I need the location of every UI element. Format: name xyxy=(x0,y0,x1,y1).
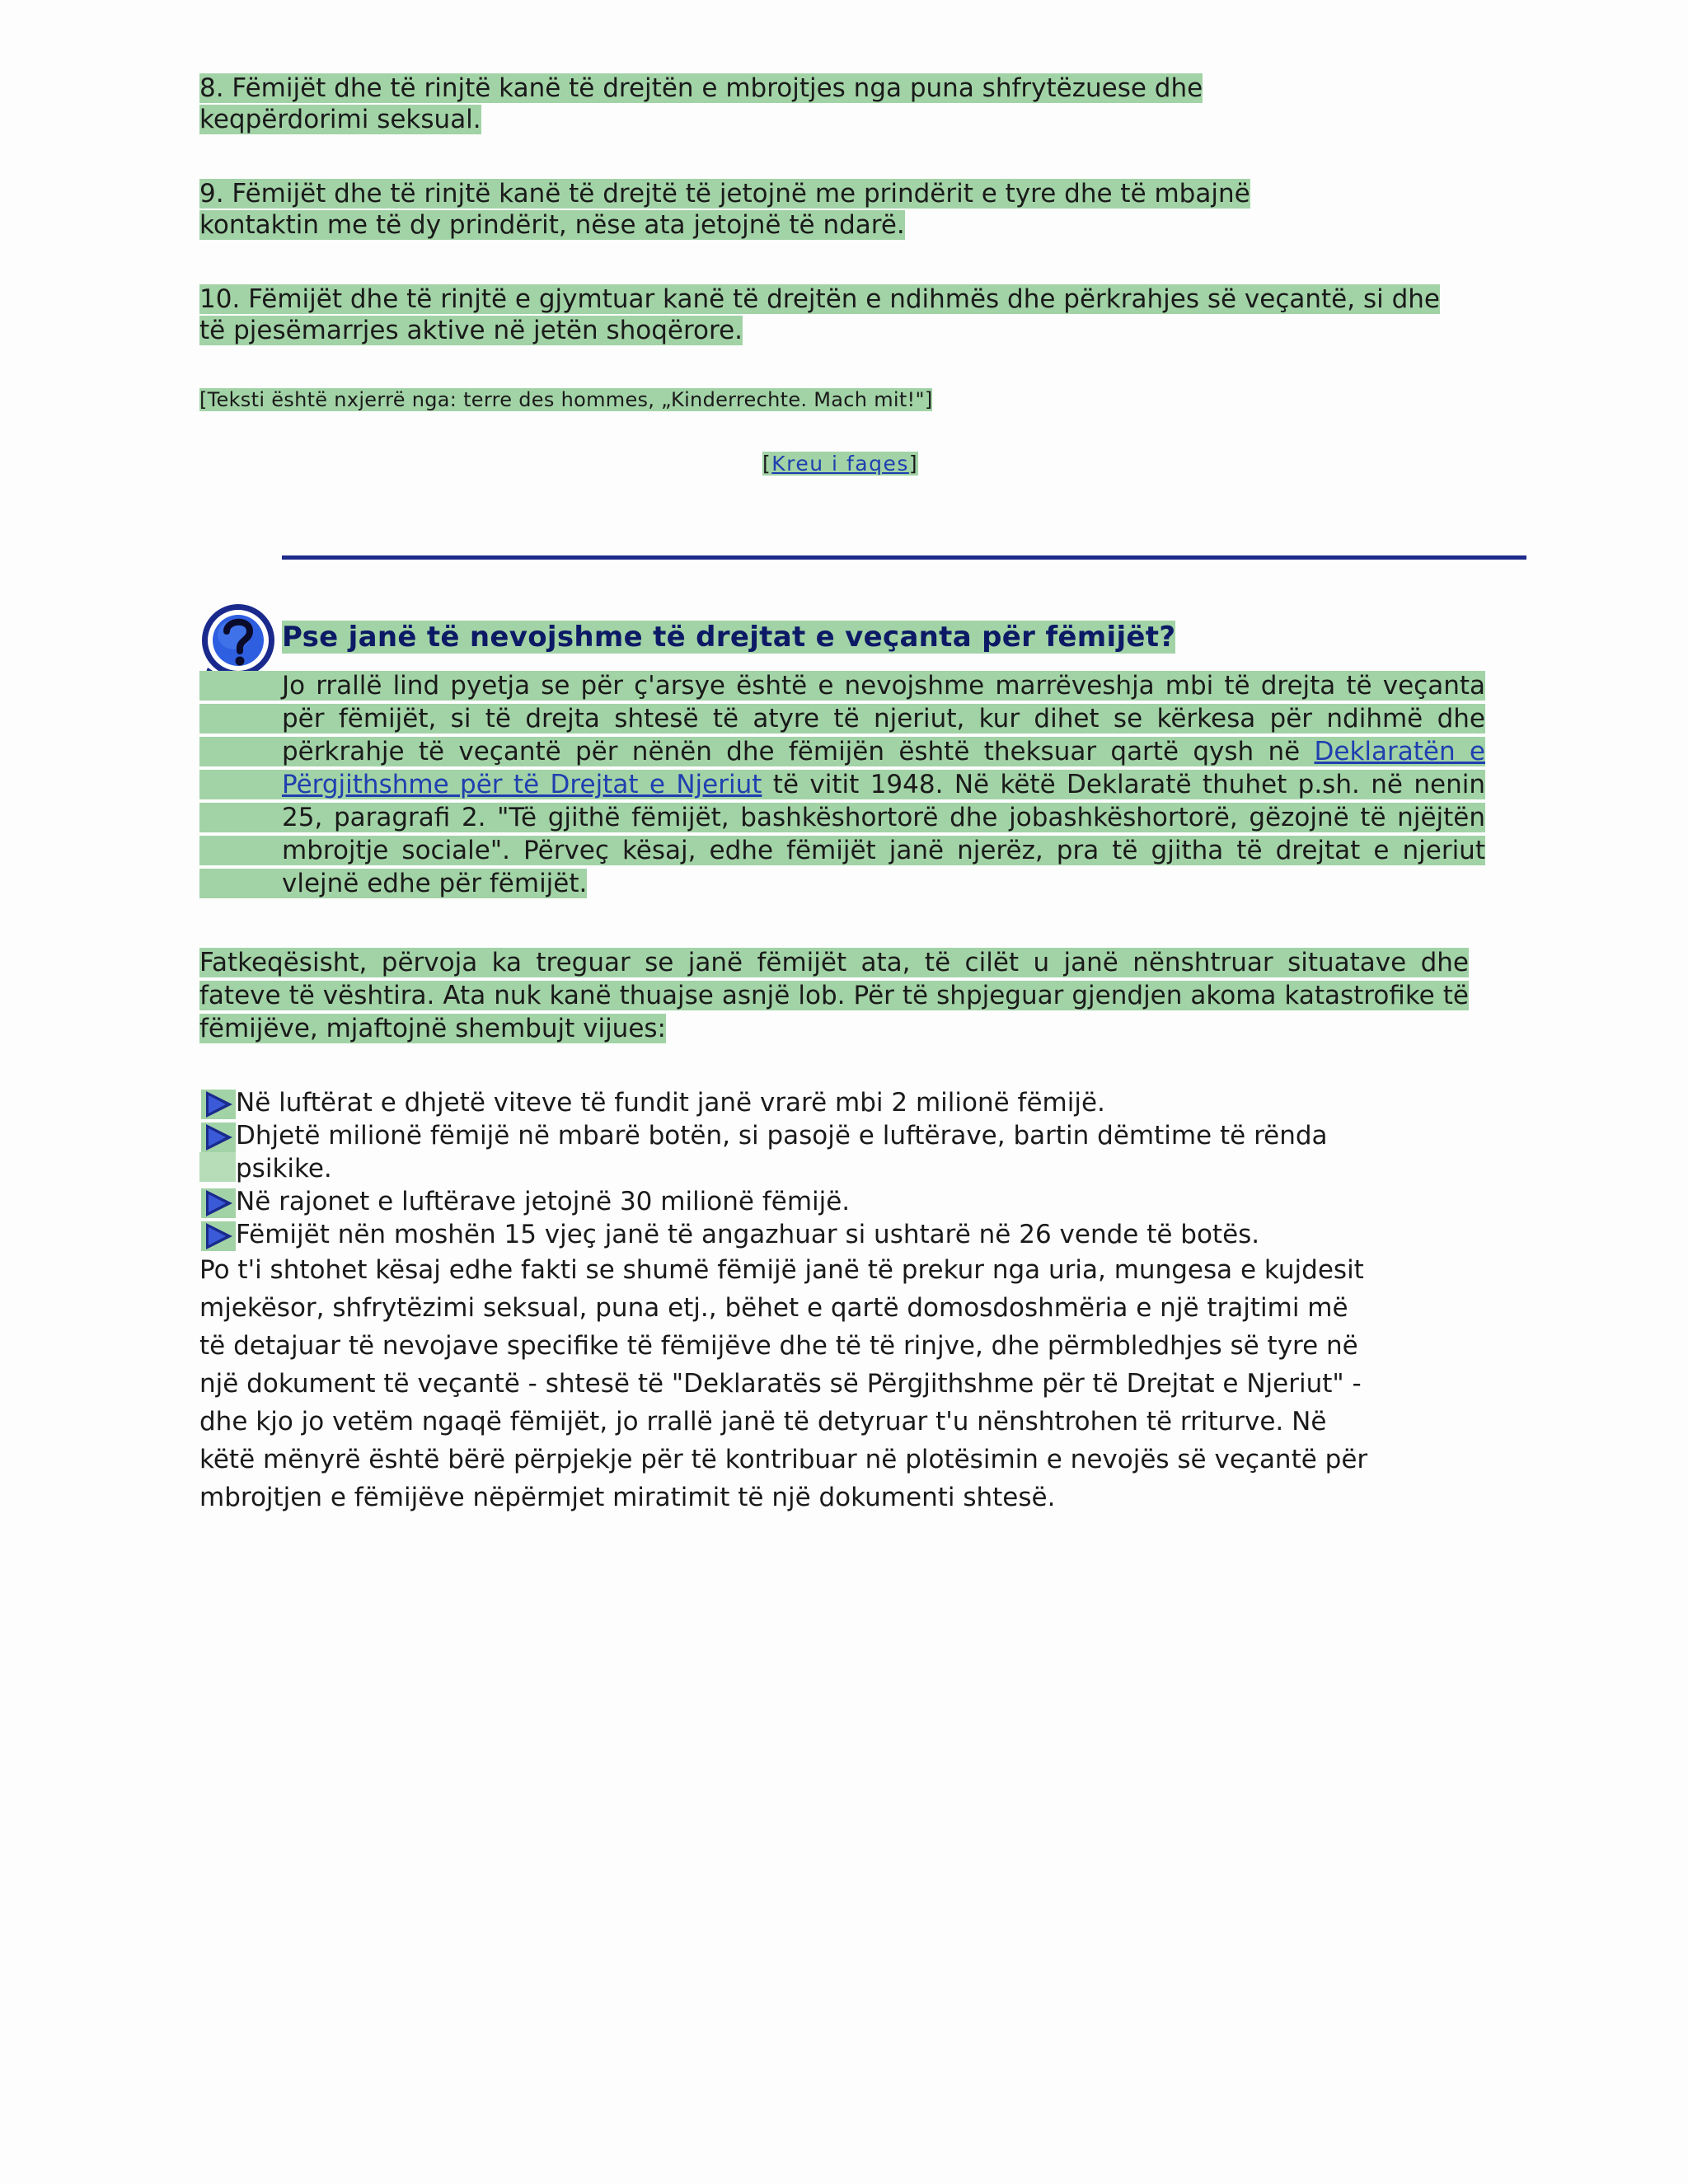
section-heading: Pse janë të nevojshme të drejtat e veçanta për fëmijët? xyxy=(282,621,1176,654)
back-to-top-link[interactable]: Kreu i faqes xyxy=(771,452,909,476)
arrow-bullet-icon xyxy=(201,1188,236,1218)
closing-line: mjekësor, shfrytëzimi seksual, puna etj., bëhet e qartë domosdoshmëria e një trajtimi më xyxy=(199,1293,1348,1323)
list-item: Dhjetë milionë fëmijë në mbarë botën, si pasojë e luftërave, bartin dëmtime të rënda psikike. xyxy=(199,1119,1452,1185)
examples-list xyxy=(199,1086,1452,1251)
arrow-bullet-icon xyxy=(201,1122,236,1152)
list-item: Fëmijët nën moshën 15 vjeç janë të angazhuar si ushtarë në 26 vende të botës. xyxy=(199,1218,1452,1251)
closing-line: Po t'i shtohet kësaj edhe fakti se shumë fëmijë janë të prekur nga uria, mungesa e kujdesit xyxy=(199,1255,1364,1285)
right-item-8: 8. Fëmijët dhe të rinjtë kanë të drejtën e mbrojtjes nga puna shfrytëzuese dhe keqpërdorimi seksual. xyxy=(199,73,1203,134)
examples-intro-paragraph: Fatkeqësisht, përvoja ka treguar se janë fëmijët ata, të cilët u janë nënshtruar situatave dhe fateve të vështira. Ata nuk kanë thuajse asnjë lob. Për të shpjeguar gjendjen akoma katastrofike të fëmijëve, mjaftojnë shembujt vijues: xyxy=(199,948,1469,1043)
list-item: Në luftërat e dhjetë viteve të fundit janë vrarë mbi 2 milionë fëmijë. xyxy=(199,1086,1452,1119)
closing-paragraph xyxy=(199,1251,1502,1516)
back-to-top: [Kreu i faqes] xyxy=(762,452,919,476)
closing-line: këtë mënyrë është bërë përpjekje për të kontribuar në plotësimin e nevojës së veçantë për xyxy=(199,1445,1368,1474)
source-note: [Teksti është nxjerrë nga: terre des hommes, „Kinderrechte. Mach mit!"] xyxy=(199,388,933,411)
section-divider xyxy=(282,555,1526,560)
closing-line: mbrojtjen e fëmijëve nëpërmjet miratimit të një dokumenti shtesë. xyxy=(199,1483,1056,1512)
right-item-9: 9. Fëmijët dhe të rinjtë kanë të drejtë të jetojnë me prindërit e tyre dhe të mbajnë kontaktin me të dy prindërit, nëse ata jetojnë të ndarë. xyxy=(199,179,1250,240)
intro-paragraph: Jo rrallë lind pyetja se për ç'arsye është e nevojshme marrëveshja mbi të drejta të veçanta për fëmijët, si të drejta shtesë të atyre të njeriut, kur dihet se kërkesa për ndihmë dhe përkrahje të veçantë për nënën dhe fëmijën është theksuar qartë qysh në Deklaratën e Përgjithshme për të Drejtat e Njeriut të vitit 1948. Në këtë Deklaratë thuhet p.sh. në nenin 25, paragrafi 2. "Të gjithë fëmijët, bashkëshortorë dhe jobashkëshortorë, gëzojnë të njëjtën mbrojtje sociale". Përveç kësaj, edhe fëmijët janë njerëz, pra të gjitha të drejtat e njeriut vlejnë edhe për fëmijët. xyxy=(199,669,1485,900)
declaration-link[interactable]: Deklaratën e Përgjithshme për të Drejtat e Njeriut xyxy=(282,737,1485,799)
arrow-bullet-icon xyxy=(201,1221,236,1251)
arrow-bullet-icon xyxy=(201,1090,236,1119)
closing-line: një dokument të veçantë - shtesë të "Deklaratës së Përgjithshme për të Drejtat e Njeriut" - xyxy=(199,1369,1362,1399)
closing-line: dhe kjo jo vetëm ngaqë fëmijët, jo rrallë janë të detyruar t'u nënshtrohen të rriturve. Në xyxy=(199,1407,1327,1436)
closing-line: të detajuar të nevojave specifike të fëmijëve dhe të të rinjve, dhe përmbledhjes së tyre në xyxy=(199,1331,1358,1361)
list-item: Në rajonet e luftërave jetojnë 30 milionë fëmijë. xyxy=(199,1185,1452,1218)
right-item-10: 10. Fëmijët dhe të rinjtë e gjymtuar kanë të drejtën e ndihmës dhe përkrahjes së veçantë, si dhe të pjesëmarrjes aktive në jetën shoqërore. xyxy=(199,284,1440,345)
